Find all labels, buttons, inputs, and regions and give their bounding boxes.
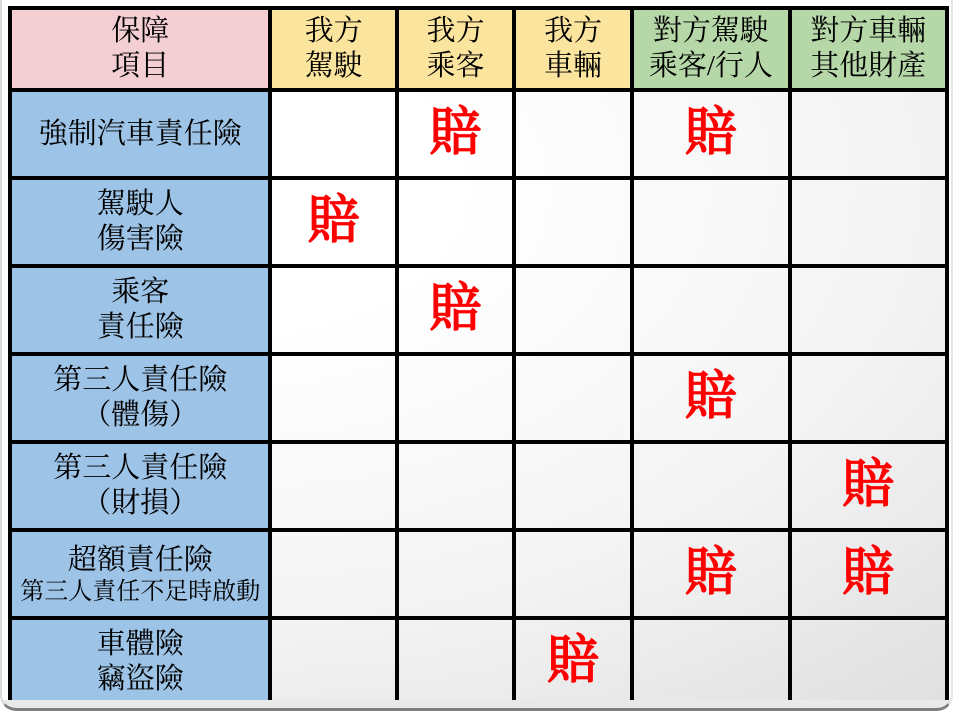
empty-cell	[790, 266, 947, 354]
empty-cell	[397, 530, 514, 618]
pay-cell	[514, 618, 632, 706]
pay-cell	[632, 354, 789, 442]
empty-cell	[514, 442, 632, 530]
pay-cell	[397, 90, 514, 178]
empty-cell	[514, 90, 632, 178]
slide-bottom-edge	[2, 700, 951, 708]
row-header-0	[10, 90, 270, 178]
row-header-line: 責任險	[96, 311, 184, 343]
column-header-line: 其他財產	[810, 50, 927, 82]
table-row	[10, 178, 947, 266]
empty-cell	[270, 618, 396, 706]
table-row	[10, 266, 947, 354]
pay-mark: 賠	[547, 633, 600, 690]
column-header-line: 駕駛	[304, 50, 363, 82]
pay-cell	[397, 266, 514, 354]
pay-cell	[790, 530, 947, 618]
pay-mark: 賠	[684, 369, 737, 426]
pay-mark: 賠	[842, 457, 895, 514]
empty-cell	[397, 178, 514, 266]
corner-header-cell	[10, 8, 270, 90]
corner-header-line: 保障	[111, 15, 170, 48]
empty-cell	[632, 266, 789, 354]
empty-cell	[632, 618, 789, 706]
row-header-line: 傷害險	[96, 223, 184, 255]
row-header-line: 超額責任險	[67, 543, 213, 576]
empty-cell	[270, 442, 396, 530]
column-header-4	[790, 8, 947, 90]
header-row	[10, 8, 947, 90]
pay-cell	[270, 178, 396, 266]
empty-cell	[397, 442, 514, 530]
pay-mark: 賠	[684, 545, 737, 602]
column-header-3	[632, 8, 789, 90]
row-header-4	[10, 442, 270, 530]
empty-cell	[514, 530, 632, 618]
table-row	[10, 530, 947, 618]
column-header-1	[397, 8, 514, 90]
coverage-table	[8, 6, 949, 708]
column-header-line: 對方駕駛	[652, 15, 769, 48]
column-header-line: 乘客/行人	[648, 50, 773, 82]
empty-cell	[270, 266, 396, 354]
empty-cell	[397, 618, 514, 706]
row-header-line: 駕駛人	[96, 188, 184, 221]
row-header-line: 第三人責任險	[53, 364, 228, 397]
pay-cell	[632, 90, 789, 178]
row-header-line: 車體險	[96, 628, 184, 661]
empty-cell	[514, 354, 632, 442]
column-header-line: 我方	[544, 15, 603, 48]
empty-cell	[790, 354, 947, 442]
empty-cell	[397, 354, 514, 442]
table-row	[10, 354, 947, 442]
row-header-line: （財損）	[82, 487, 199, 519]
table-row	[10, 618, 947, 706]
column-header-line: 我方	[426, 15, 485, 48]
row-header-1	[10, 178, 270, 266]
empty-cell	[514, 178, 632, 266]
empty-cell	[270, 90, 396, 178]
column-header-line: 車輛	[544, 50, 603, 82]
table-row	[10, 90, 947, 178]
column-header-line: 我方	[304, 15, 363, 48]
row-header-line: 第三人責任險	[53, 452, 228, 485]
empty-cell	[790, 178, 947, 266]
column-header-0	[270, 8, 396, 90]
empty-cell	[270, 530, 396, 618]
empty-cell	[790, 618, 947, 706]
column-header-2	[514, 8, 632, 90]
empty-cell	[790, 90, 947, 178]
empty-cell	[632, 442, 789, 530]
row-header-5	[10, 530, 270, 618]
pay-mark: 賠	[842, 545, 895, 602]
empty-cell	[514, 266, 632, 354]
row-header-6	[10, 618, 270, 706]
row-header-line: （體傷）	[82, 399, 199, 431]
row-header-note: 第三人責任不足時啟動	[20, 578, 261, 605]
row-header-2	[10, 266, 270, 354]
column-header-line: 對方車輛	[810, 15, 927, 48]
pay-cell	[632, 530, 789, 618]
pay-mark: 賠	[684, 105, 737, 162]
corner-header-line: 項目	[111, 50, 170, 82]
pay-cell	[790, 442, 947, 530]
empty-cell	[270, 354, 396, 442]
row-header-3	[10, 354, 270, 442]
column-header-line: 乘客	[426, 50, 485, 82]
empty-cell	[632, 178, 789, 266]
pay-mark: 賠	[307, 193, 360, 250]
row-header-line: 竊盜險	[96, 663, 184, 695]
pay-mark: 賠	[429, 281, 482, 338]
pay-mark: 賠	[429, 105, 482, 162]
row-header-line: 強制汽車責任險	[38, 117, 242, 150]
row-header-line: 乘客	[111, 276, 170, 309]
table-row	[10, 442, 947, 530]
